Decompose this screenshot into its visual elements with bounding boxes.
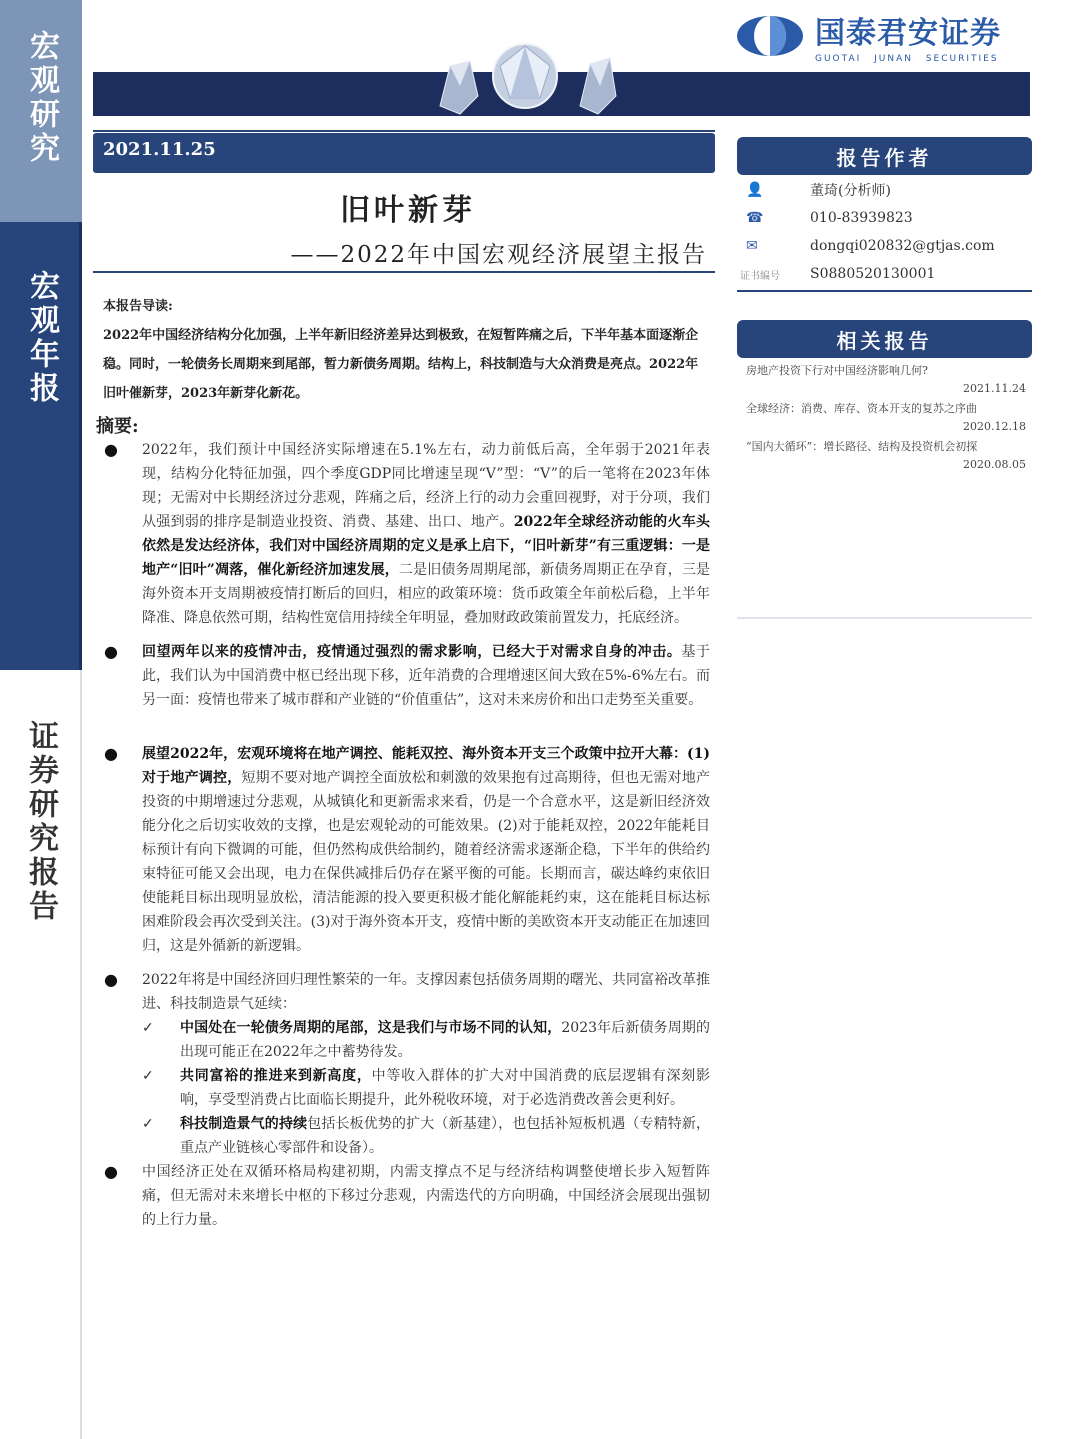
bullet-icon: ● [104, 642, 118, 661]
author-cert: S0880520130001 [810, 266, 936, 282]
related-report-title[interactable]: 房地产投资下行对中国经济影响几何? [746, 364, 928, 377]
sub-bold-text: 共同富裕的推进来到新高度， [180, 1068, 372, 1084]
logo-chinese-name: 国泰君安证券 [815, 16, 1001, 51]
sub-bold-text: 科技制造景气的持续 [180, 1116, 308, 1132]
email-icon: ✉ [746, 238, 758, 254]
logo-emblem-icon [735, 11, 805, 61]
sub-list-item [100, 1064, 710, 1112]
author-name: 董琦(分析师) [810, 183, 891, 199]
summary-heading: 摘要: [96, 416, 139, 437]
report-date-bar [93, 133, 715, 173]
side-label-securities-report: 证券研究报告 [23, 720, 58, 924]
summary-bullets [100, 438, 710, 1232]
side-label-macro-research: 宏观研究 [24, 30, 59, 166]
sub-list-item [100, 1016, 710, 1064]
checkmark-icon: ✓ [142, 1068, 154, 1084]
report-date: 2021.11.25 [103, 139, 216, 160]
company-logo [735, 8, 1001, 64]
bullet-bold-text: 2022年全球经济动能的火车头依然是发达经济体，我们对中国经济周期的定义是承上启下，“旧叶新芽”有三重逻辑：一是地产“旧叶”凋落，催化新经济加速发展， [142, 514, 711, 578]
related-report-title[interactable]: 全球经济：消费、库存、资本开支的复苏之序曲 [746, 402, 977, 415]
related-heading: 相关报告 [737, 320, 1032, 358]
author-email-row [740, 232, 1032, 260]
sub-text: 中等收入群体的扩大对中国消费的底层逻辑有深刻影响，享受型消费占比面临长期提升，此外税收环境，对于必选消费改善会更利好。 [180, 1068, 710, 1108]
related-report-date: 2020.12.18 [963, 420, 1026, 433]
checkmark-icon: ✓ [142, 1116, 154, 1132]
author-phone-row [740, 204, 1032, 232]
related-report-date: 2020.08.05 [963, 458, 1026, 471]
side-label-macro-annual: 宏观年报 [24, 270, 59, 406]
report-guide [103, 292, 711, 408]
guide-text: 2022年中国经济结构分化加强，上半年新旧经济差异达到极致，在短暂阵痛之后，下半年基本面逐渐企稳。同时，一轮债务长周期来到尾部，暂力新债务周期。结构上，科技制造与大众消费是亮点。2022年旧叶催新芽，2023年新芽化新花。 [103, 328, 699, 401]
logo-english-name: GUOTAI JUNAN SECURITIES [815, 54, 999, 64]
bullet-text: 中国经济正处在双循环格局构建初期，内需支撑点不足与经济结构调整使增长步入短暂阵痛，但无需对未来增长中枢的下移过分悲观，内需迭代的方向明确，中国经济会展现出强韧的上行力量。 [142, 1164, 710, 1228]
bullet-icon: ● [104, 744, 118, 763]
bullet-bold-text: 回望两年以来的疫情冲击，疫情通过强烈的需求影响，已经大于对需求自身的冲击。 [142, 644, 682, 660]
person-icon: 👤 [746, 182, 764, 198]
title-divider [93, 271, 715, 273]
list-item [100, 438, 710, 630]
side-section-securities [0, 670, 82, 1439]
list-item [100, 1160, 710, 1232]
phone-icon: ☎ [746, 210, 764, 226]
report-title: 旧叶新芽 [340, 193, 476, 228]
sub-text: 包括长板优势的扩大（新基建），也包括补短板机遇（专精特新，重点产业链核心零部件和设备）。 [180, 1116, 711, 1156]
bullet-icon: ● [104, 970, 118, 989]
author-phone: 010-83939823 [810, 210, 913, 226]
side-section-annual [0, 222, 82, 670]
report-subtitle: ——2022年中国宏观经济展望主报告 [290, 242, 707, 268]
related-report-date: 2021.11.24 [963, 382, 1026, 395]
author-heading: 报告作者 [737, 137, 1032, 175]
checkmark-icon: ✓ [142, 1020, 154, 1036]
related-divider [737, 617, 1032, 619]
author-name-row [740, 176, 1032, 204]
bullet-text: 基于此，我们认为中国消费中枢已经出现下移，近年消费的合理增速区间大致在5%-6%左右。而另一面：疫情也带来了城市群和产业链的“价值重估”，这对未来房价和出口走势至关重要。 [142, 644, 711, 708]
author-email[interactable]: dongqi020832@gtjas.com [810, 238, 995, 254]
bullet-text-continued: 二是旧债务周期尾部，新债务周期正在孕育，三是海外资本开支周期被疫情打断后的回归，相应的政策环境：货币政策全年前松后稳，上半年降准、降息依然可期，结构性宽信用持续全年明显，叠加财政政策前置发力，托底经济。 [142, 562, 710, 626]
guide-heading: 本报告导读: [103, 299, 173, 314]
author-divider [737, 290, 1032, 292]
list-item [100, 968, 710, 1016]
bullet-text: 短期不要对地产调控全面放松和刺激的效果抱有过高期待，但也无需对地产投资的中期增速过分悲观，从城镇化和更新需求来看，仍是一个合意水平，这是新旧经济效能分化之后切实收效的支撑，也是宏观轮动的可能效果。(2)对于能耗双控，2022年能耗目标预计有向下微调的可能，但仍然构成供给制约，随着经济需求逐渐企稳，下半年的供给约束特征可能又会出现，电力在保供减排后仍存在紧平衡的可能。长期而言，碳达峰约束依旧使能耗目标出现明显放松，清洁能源的投入要更积极才能化解能耗约束，这在能耗目标达标困难阶段会再次受到关注。(3)对于海外资本开支，疫情中断的美欧资本开支动能正在加速回归，这是外循新的新逻辑。 [142, 770, 710, 954]
related-list [746, 362, 1026, 476]
gems-decoration-icon [430, 36, 620, 116]
related-report-title[interactable]: “国内大循环”：增长路径、结构及投资机会初探 [746, 440, 978, 453]
bullet-icon: ● [104, 440, 118, 459]
side-band [0, 0, 82, 1439]
bullet-bold-text: 展望2022年，宏观环境将在地产调控、能耗双控、海外资本开支三个政策中拉开大幕：(1)对于地产调控， [142, 746, 710, 786]
list-item [100, 742, 710, 958]
bullet-text: 2022年将是中国经济回归理性繁荣的一年。支撑因素包括债务周期的曙光、共同富裕改革推进、科技制造景气延续： [142, 972, 710, 1012]
bullet-icon: ● [104, 1162, 118, 1181]
author-cert-row [740, 260, 1032, 288]
side-section-research [0, 0, 82, 222]
cert-label: 证书编号 [740, 270, 780, 282]
sub-list-item [100, 1112, 710, 1160]
bullet-text: 2022年，我们预计中国经济实际增速在5.1%左右，动力前低后高，全年弱于2021年表现，结构分化特征加强，四个季度GDP同比增速呈现“V”型：“V”的后一笔将在2023年体现；无需对中长期经济过分悲观，阵痛之后，经济上行的动力会重回视野，对于分项，我们从强到弱的排序是制造业投资、消费、基建、出口、地产。 [142, 442, 710, 530]
sub-text: 2023年后新债务周期的出现可能正在2022年之中蓄势待发。 [180, 1020, 711, 1060]
list-item [100, 640, 710, 712]
author-info [740, 176, 1032, 288]
sub-bold-text: 中国处在一轮债务周期的尾部，这是我们与市场不同的认知， [180, 1020, 562, 1036]
